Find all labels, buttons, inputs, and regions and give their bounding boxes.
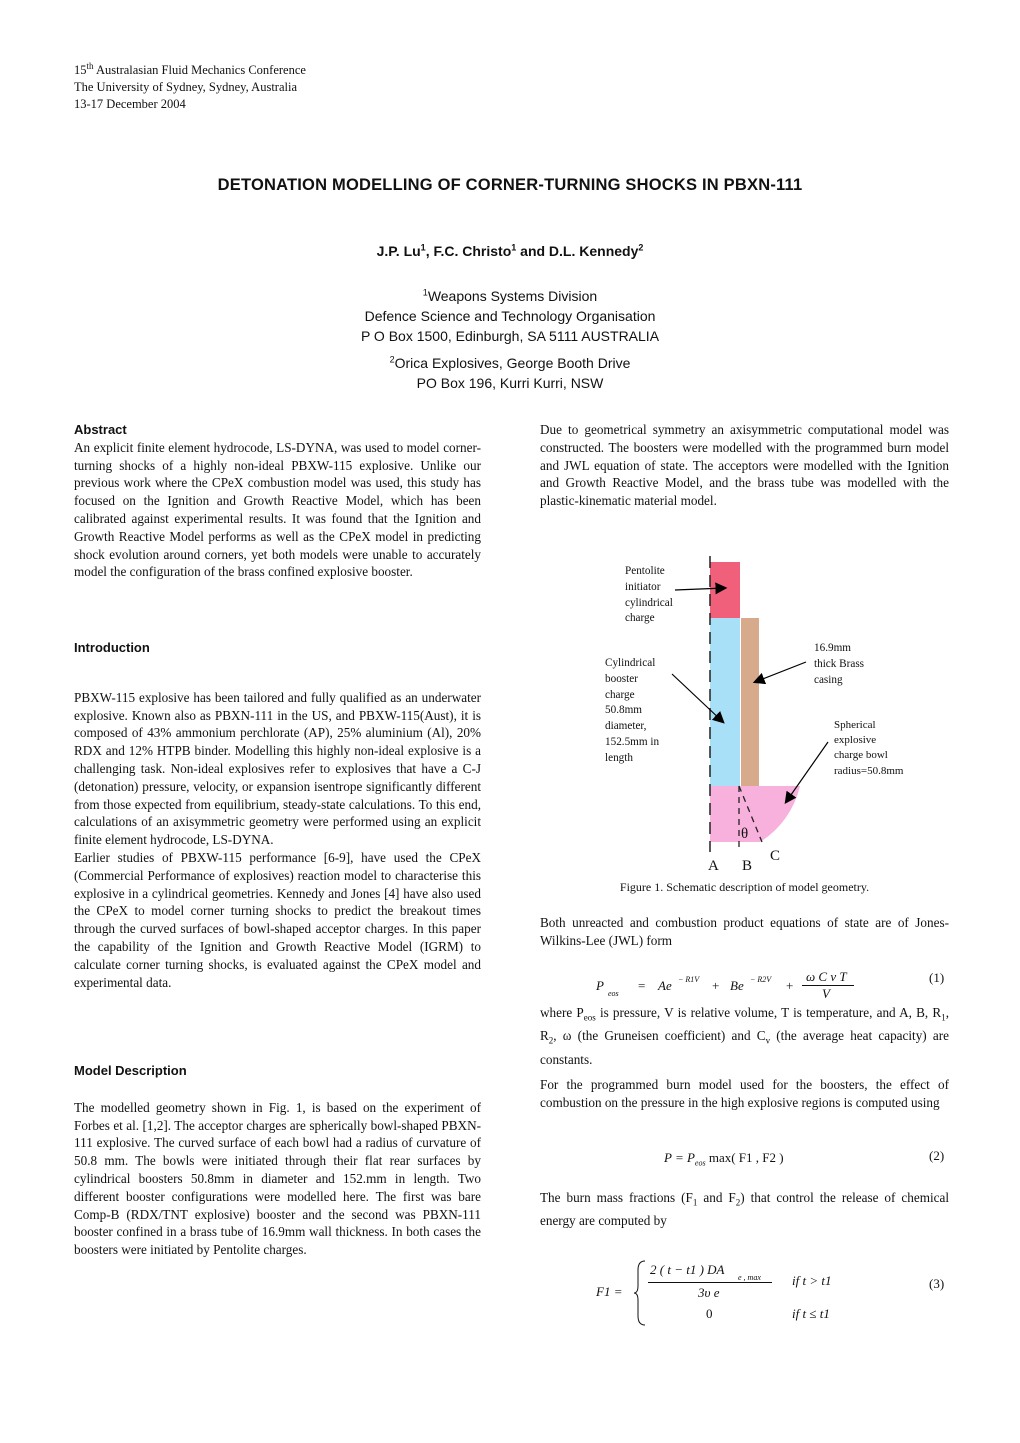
conference-line-2: The University of Sydney, Sydney, Australia (74, 80, 297, 94)
label-C: C (770, 848, 781, 864)
figure-1-caption: Figure 1. Schematic description of model geometry. (619, 880, 870, 894)
brass-arrow (755, 662, 806, 682)
affiliation-1: $^1$Weapons Systems Division Defence Science and Technology Organisation P O Box 1500, Edinburgh, SA 5111 AUSTRALIA (360, 287, 660, 344)
introduction-paragraph-1: PBXW-115 explosive has been tailored and fully qualified as an underwater explosive. Known also as PBXN-111 in the US, and PBXW-115(Aust), it is composed of 43% ammonium perchlorate (AP), 25% aluminium (Al), 20% RDX and 12% HTPB binder. Modelling this highly non-ideal explosive is a challenging task. Non-ideal explosives refer to explosives that have a C-J (detonation) pressure, velocity, or expansion isentrope significantly different from those expected from equilibrium, steady-state calculations. To this end, calculations of an axisymmetric geometry were performed using an explicit finite element hydrocode, LS-DYNA. (74, 689, 481, 848)
introduction-paragraph-2: Earlier studies of PBXW-115 performance [6-9], have used the CPeX (Commercial Performance of explosives) reaction model to characterise this explosive in a cylindrical geometries. Kennedy and Jones [4] have also used the CPeX to model corner turning shocks to predict the breakout times through the curved surfaces of bowl-shaped acceptor charges. In this paper the capability of the Ignition and Growth Reactive Model (IGRM) to calculate corner turning shocks, is evaluated against the CPeX model and experimental data. (74, 849, 481, 990)
right-paragraph-1: Due to geometrical symmetry an axisymmetric computational model was constructed. The boosters were modelled with the programmed burn model and JWL equation of state. The acceptors were modelled with the Ignition and Growth Reactive Model, and the brass tube was modelled with the plastic-kinematic material model. (540, 422, 949, 509)
model-description-heading: Model Description (74, 1063, 187, 1078)
eq1-number: (1) (929, 970, 945, 985)
brass-casing (741, 618, 759, 786)
eq2-number: (2) (929, 1148, 945, 1163)
label-booster: Cylindrical booster charge 50.8mm diameter, 152.5mm in length (605, 657, 660, 764)
label-B: B (742, 858, 753, 874)
bowl-arrow (786, 742, 828, 802)
label-A: A (708, 858, 719, 874)
equation-1: P eos = Ae − R1V + Be − R2V + ω C v T V (596, 975, 866, 1009)
authors: J.P. Lu$^1$, F.C. Christo$^1$ and D.L. Kennedy$^2$ (376, 242, 644, 259)
abstract-heading: Abstract (74, 422, 127, 437)
right-paragraph-2: Both unreacted and combustion product equations of state are of Jones-Wilkins-Lee (JWL) form (540, 915, 949, 948)
pentolite-charge (710, 562, 740, 618)
introduction-heading: Introduction (74, 640, 150, 655)
model-description-paragraph: The modelled geometry shown in Fig. 1, is based on the experiment of Forbes et al. [1,2]. The acceptor charges are spherically bowl-shaped PBXN-111 explosive. The curved surface of each bowl had a radius of curvature of 50.8 mm. The bowls were initiated through their flat rear surfaces by cylindrical boosters 50.8mm in diameter and 152.mm in length. Two different booster configurations were modelled here. The first was bare Comp-B (RDX/TNT explosive) booster and the second was PBXN-111 booster confined in a brass tube of 16.9mm wall thickness. In both cases the boosters were initiated by Pentolite charges. (74, 1099, 481, 1258)
abstract-section (74, 421, 481, 581)
model-description-section (74, 1062, 481, 1259)
label-bowl: Spherical explosive charge bowl radius=50.8mm (834, 719, 904, 777)
eq3-number: (3) (929, 1276, 945, 1291)
label-brass: 16.9mm thick Brass casing (814, 642, 865, 686)
eq3-fraction-bar (648, 1282, 772, 1283)
acceptor-bowl (710, 786, 800, 842)
label-theta: θ (741, 826, 749, 842)
paper-title: DETONATION MODELLING OF CORNER-TURNING SHOCKS IN PBXN-111 (217, 176, 803, 194)
right-paragraph-4: For the programmed burn model used for the boosters, the effect of combustion on the pressure in the high explosive regions is computed using (540, 1077, 949, 1110)
label-pentolite: Pentolite initiator cylindrical charge (625, 565, 673, 625)
conference-header (74, 62, 306, 113)
equation-3: F1 = 2 ( t − t1 ) DA e , max 3υ e if t > t1 0 if t ≤ t1 (596, 1260, 926, 1330)
right-paragraph-5: The burn mass fractions ($F_1$ and $F_2$) that control the release of chemical energy are computed by (540, 1190, 950, 1229)
affiliation-2: $^2$Orica Explosives, George Booth Drive PO Box 196, Kurri Kurri, NSW (389, 354, 631, 391)
right-paragraph-3: where $P_{eos}$ is pressure, V is relative volume, T is temperature, and A, B, $R_1$, $R_2$, ω (the Gruneisen coefficient) and $C_v$ (the average heat capacity) are constants. (540, 1005, 949, 1067)
conference-line-3: 13-17 December 2004 (74, 97, 186, 111)
booster-charge (710, 618, 740, 786)
eq3-brace (634, 1260, 646, 1326)
equation-2: $P = P_{eos}$ max( F1 , F2 ) (664, 1150, 784, 1168)
abstract-text: An explicit finite element hydrocode, LS-DYNA, was used to model corner-turning shocks of a highly non-ideal PBXW-115 explosive. Unlike our previous work where the CPeX combustion model was used, this study has focused on the Ignition and Growth Reactive Model, which has been calibrated against experimental results. It was found that the Ignition and Growth Reactive Model performs as well as the CPeX model in predicting shock evolution around corners, yet both models were unable to accurately model the configuration of the brass confined explosive booster. (74, 439, 481, 580)
conference-line-1: 15th Australasian Fluid Mechanics Conference (74, 60, 306, 77)
introduction-section (74, 639, 481, 991)
